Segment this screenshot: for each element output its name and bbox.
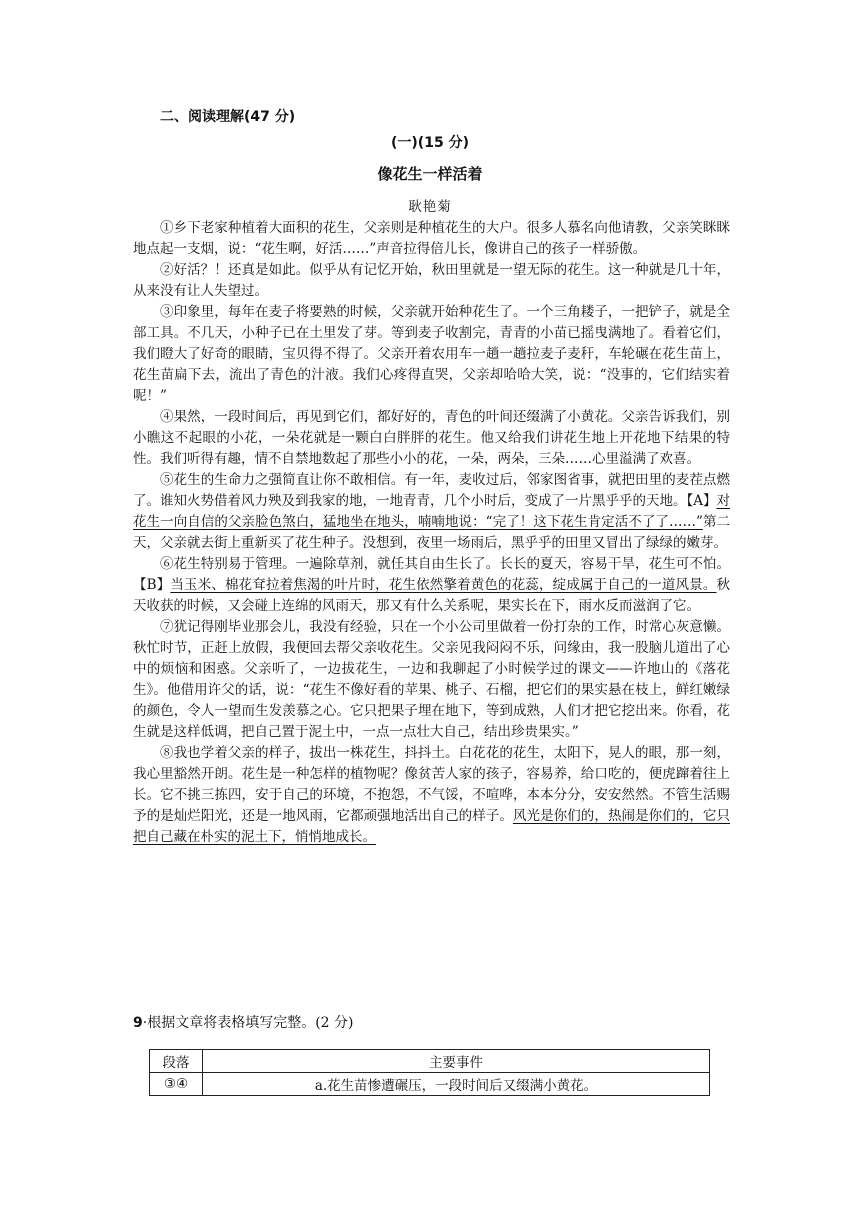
header-paragraph: 段落 — [150, 1050, 203, 1073]
question-number: 9 — [133, 1015, 143, 1031]
paragraph-8: ⑧我也学着父亲的样子，拔出一株花生，抖抖土。白花花的花生，太阳下，晃人的眼，那一刻，我心里豁然开朗。花生是一种怎样的植物呢？像贫苦人家的孩子，容易养，给口吃的，便虎蹿着往上长。它不挑三拣四，安于自己的环境，不抱怨，不气馁，不喧哗，本本分分，安安然然。不管生活赐予的是灿烂阳光，还是一地风雨，它都顽强地活出自己的样子。风光是你们的，热闹是你们的，它只把自己藏在朴实的泥土下，悄悄地成长。 — [133, 745, 730, 845]
paragraph-1: ①乡下老家种植着大面积的花生，父亲则是种植花生的大户。很多人慕名向他请教，父亲笑眯眯地点起一支烟，说：“花生啊，好活……”声音拉得倍儿长，像讲自己的孩子一样骄傲。 — [133, 220, 730, 257]
paragraph-5: ⑤花生的生命力之强简直让你不敢相信。有一年，麦收过后，邻家图省事，就把田里的麦茬点燃了。谁知火势借着风力殃及到我家的地，一地青青，几个小时后，变成了一片黑乎乎的天地。【A】对花生一向自信的父亲脸色煞白，猛地坐在地头，喃喃地说：“完了！这下花生肯定活不了了……”第二天，父亲就去街上重新买了花生种子。没想到，夜里一场雨后，黑乎乎的田里又冒出了绿绿的嫩芽。 — [133, 472, 731, 551]
paragraph-4: ④果然，一段时间后，再见到它们，都好好的，青色的叶间还缀满了小黄花。父亲告诉我们，别小瞧这不起眼的小花，一朵花就是一颗白白胖胖的花生。他又给我们讲花生地上开花地下结果的特性。我们听得有趣，情不自禁地数起了那些小小的花，一朵，两朵，三朵……心里溢满了欢喜。 — [133, 409, 730, 467]
header-main-event: 主要事件 — [203, 1050, 710, 1073]
paragraph-6: ⑥花生特别易于管理。一遍除草剂，就任其自由生长了。长长的夏天，容易干旱，花生可不怕。【B】当玉米、棉花耷拉着焦渴的叶片时，花生依然擎着黄色的花蕊，绽成属于自己的一道风景。秋天收获的时候，又会碰上连绵的风雨天，那又有什么关系呢，果实长在下，雨水反而滋润了它。 — [133, 556, 731, 614]
paragraph-7: ⑦犹记得刚毕业那会儿，我没有经验，只在一个小公司里做着一份打杂的工作，时常心灰意懒。秋忙时节，正赶上放假，我便回去帮父亲收花生。父亲见我闷闷不乐，问缘由，我一股脑儿道出了心中的烦恼和困惑。父亲听了，一边拔花生，一边和我聊起了小时候学过的课文——许地山的《落花生》。他借用许父的话，说：“花生不像好看的苹果、桃子、石榴，把它们的果实悬在枝上，鲜红嫩绿的颜色，令人一望而生发羡慕之心。它只把果子埋在地下，等到成熟，人们才把它挖出来。你看，花生就是这样低调，把自己置于泥土中，一点一点壮大自己，结出珍贵果实。” — [133, 619, 730, 740]
section-heading: 二、阅读理解(47 分) — [160, 109, 296, 125]
table-header-row — [150, 1050, 710, 1073]
question-separator: · — [142, 1015, 148, 1031]
cell-main-event: a.花生苗惨遭碾压，一段时间后又缀满小黄花。 — [203, 1073, 710, 1096]
cell-paragraph: ③④ — [150, 1073, 203, 1096]
events-table — [149, 1049, 710, 1096]
article-author: 耿艳菊 — [408, 199, 452, 215]
question-text: 根据文章将表格填写完整。(2 分) — [147, 1015, 354, 1031]
underlined-sentence-a: 对花生一向自信的父亲脸色煞白，猛地坐在地头，喃喃地说：“完了！这下花生肯定活不了了……” — [133, 493, 730, 530]
article-title: 像花生一样活着 — [377, 165, 483, 183]
article-body — [133, 218, 730, 848]
question-9 — [133, 1012, 353, 1032]
paragraph-2: ②好活？！还真是如此。似乎从有记忆开始，秋田里就是一望无际的花生。这一种就是几十年，从来没有让人失望过。 — [133, 262, 730, 299]
part-label: (一)(15 分) — [391, 135, 469, 151]
table-row — [150, 1073, 710, 1096]
paragraph-3: ③印象里，每年在麦子将要熟的时候，父亲就开始种花生了。一个三角耧子，一把铲子，就是全部工具。不几天，小种子已在土里发了芽。等到麦子收割完，青青的小苗已摇曳满地了。看着它们，我们瞪大了好奇的眼睛，宝贝得不得了。父亲开着农用车一趟一趟拉麦子麦秆，车轮碾在花生苗上，花生苗扁下去，流出了青色的汁液。我们心疼得直哭，父亲却哈哈大笑，说：“没事的，它们结实着呢！” — [133, 304, 730, 404]
underlined-sentence-b: 当玉米、棉花耷拉着焦渴的叶片时，花生依然擎着黄色的花蕊，绽成属于自己的一道风景。 — [170, 577, 717, 593]
underlined-sentence-end: 风光是你们的，热闹是你们的，它只把自己藏在朴实的泥土下，悄悄地成长。 — [133, 808, 730, 845]
